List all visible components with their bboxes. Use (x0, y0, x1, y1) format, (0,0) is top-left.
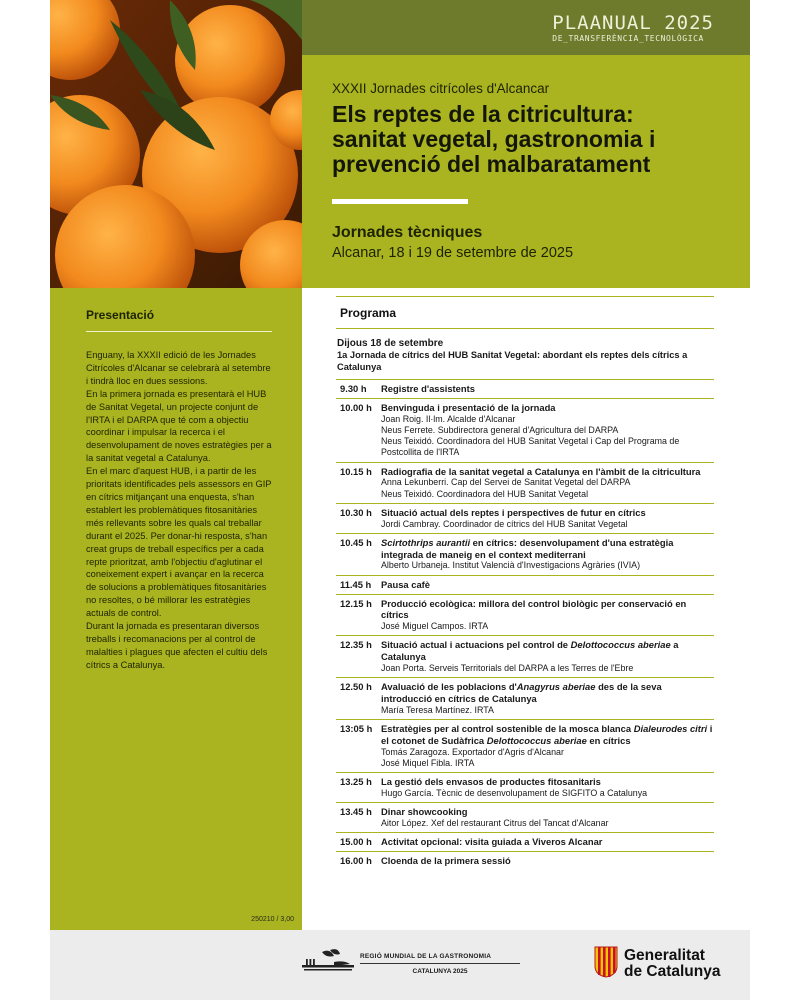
session-title (381, 855, 714, 867)
session-title-text: Producció ecològica: millora del control biològic per conservació en cítrics (381, 597, 687, 621)
regio-title: REGIÓ MUNDIAL DE LA GASTRONOMIA (360, 953, 520, 964)
presentacio-paragraph: En la primera jornada es presentarà el HUB de Sanitat Vegetal, un projecte conjunt de l'IRTA i el DARPA que té com a objectiu coordinar i impulsar la recerca i el desenvolupament de noves estratègies per a la sanitat vegetal a Catalunya. (86, 388, 272, 464)
main-title-line: prevenció del malbaratament (332, 151, 651, 177)
session-title-text: en cítrics (586, 734, 631, 746)
regio-gastronomia-logo (300, 948, 520, 984)
session-time: 9.30 h (340, 383, 367, 394)
generalitat-line: Generalitat (624, 947, 705, 964)
session-title (381, 579, 714, 591)
session-title (381, 723, 714, 747)
presentacio-paragraph: Durant la jornada es presentaran diversos treballs i recomanacions per al control de malalties i plagues que afecten el cultiu dels cítrics a Catalunya. (86, 621, 268, 670)
session-row (336, 379, 714, 398)
generalitat-line: de Catalunya (624, 963, 721, 980)
session-title-text: Estratègies per al control sostenible de la mosca blanca (381, 723, 634, 734)
session-body (381, 639, 714, 674)
session-title-text: des de la seva introducció en cítrics de Catalunya (381, 681, 662, 704)
session-body (381, 836, 714, 848)
title-divider (332, 199, 468, 204)
session-title (381, 598, 714, 622)
session-title (381, 806, 714, 818)
session-time: 15.00 h (340, 836, 372, 847)
session-title-text: La gestió dels envasos de productes fitosanitaris (381, 776, 601, 787)
species-name: Scirtothrips aurantii (381, 536, 471, 548)
session-title (381, 776, 714, 788)
generalitat-logo (594, 946, 744, 984)
session-title (381, 383, 714, 395)
oranges-illustration (50, 0, 302, 288)
session-body (381, 855, 714, 867)
session-time: 12.35 h (340, 639, 372, 651)
session-time: 10.00 h (340, 402, 372, 413)
footer (50, 930, 750, 1000)
session-speaker: María Teresa Martínez. IRTA (381, 704, 494, 715)
generalitat-text (624, 948, 720, 980)
day-subtitle: 1a Jornada de cítrics del HUB Sanitat Vegetal: abordant els reptes dels cítrics a Catalunya (337, 350, 688, 372)
session-row (336, 398, 714, 462)
session-title-text: Registre d'assistents (381, 383, 475, 394)
session-title (381, 537, 714, 561)
event-date-location: Alcanar, 18 i 19 de setembre de 2025 (332, 245, 574, 261)
session-speaker: Joan Porta. Serveis Territorials del DARPA a les Terres de l'Ebre (381, 663, 634, 673)
session-body (381, 507, 714, 530)
session-speaker: Anna Lekunberri. Cap del Servei de Sanitat Vegetal del DARPA (381, 477, 631, 488)
session-body (381, 776, 714, 799)
session-row (336, 832, 714, 851)
session-time: 16.00 h (340, 855, 372, 866)
session-speaker: Alberto Urbaneja. Institut Valencià d'Investigacions Agràries (IVIA) (381, 560, 641, 571)
session-body (381, 681, 714, 716)
session-time: 12.15 h (340, 597, 372, 609)
session-title-text: i el cotonet de Sudàfrica (381, 723, 713, 746)
top-band (302, 0, 750, 55)
session-title-text: en cítrics: desenvolupament d'una estratègia integrada de maneig en el context mediterrani (381, 536, 674, 560)
session-speaker: Jordi Cambray. Coordinador de cítrics del HUB Sanitat Vegetal (381, 518, 628, 529)
session-row (336, 503, 714, 533)
session-row (336, 851, 714, 870)
session-body (381, 806, 714, 829)
main-title-line: sanitat vegetal, gastronomia i (332, 126, 656, 152)
session-title-text: Avaluació de les poblacions d' (381, 681, 517, 693)
session-row (336, 677, 714, 719)
session-title (381, 836, 714, 848)
session-title-text: a Catalunya (381, 639, 679, 663)
session-speaker: José Miquel Fibla. IRTA (381, 757, 475, 768)
session-title-text: Radiografia de la sanitat vegetal a Catalunya en l'àmbit de la citricultura (381, 465, 701, 477)
session-row (336, 462, 714, 503)
session-body (381, 466, 714, 500)
session-body (381, 383, 714, 395)
session-row (336, 635, 714, 677)
event-supertitle: XXXII Jornades citrícoles d'Alcancar (332, 81, 550, 96)
session-row (336, 772, 714, 802)
session-body (381, 537, 714, 572)
session-speaker: Aitor López. Xef del restaurant Citrus del Tancat d'Alcanar (381, 817, 609, 828)
session-time: 10.30 h (340, 506, 372, 518)
session-title (381, 402, 714, 414)
session-row (336, 575, 714, 594)
presentacio-text (86, 349, 272, 672)
session-speaker: Neus Teixidó. Coordinadora del HUB Sanitat Vegetal i Cap del Programa de Postcollita de l'IRTA (381, 436, 680, 458)
session-time: 10.15 h (340, 465, 372, 477)
session-speaker: Tomás Zaragoza. Exportador d'Agris d'Alcanar (381, 746, 564, 757)
session-title-text: Cloenda de la primera sessió (381, 855, 511, 866)
session-speaker: Hugo García. Tècnic de desenvolupament de SIGFITO a Catalunya (381, 787, 648, 798)
session-row (336, 533, 714, 575)
session-body (381, 579, 714, 591)
document-code: 250210 / 3,00 (251, 916, 294, 923)
session-title (381, 507, 714, 519)
session-time: 12.50 h (340, 681, 372, 693)
session-title (381, 681, 714, 705)
programa-section (336, 296, 714, 870)
species-name: Delottococcus aberiae (486, 734, 587, 746)
main-title (332, 102, 730, 177)
brand-subtitle: DE_TRANSFERÈNCIA_TECNOLÒGICA (552, 34, 704, 43)
presentacio-heading: Presentació (86, 308, 272, 332)
species-name: Delottococcus aberiae (570, 639, 671, 651)
brand-name: PLAANUAL 2025 (552, 12, 714, 34)
session-title-text: Situació actual i actuacions pel control de (381, 639, 571, 651)
session-row (336, 802, 714, 832)
session-row (336, 594, 714, 636)
title-block (302, 55, 750, 288)
species-name: Anagyrus aberiae (516, 681, 596, 693)
session-speaker: José Miguel Campos. IRTA (381, 621, 489, 632)
session-title (381, 639, 714, 663)
senyera-shield-icon (594, 946, 618, 978)
species-name: Dialeurodes citri (633, 723, 708, 734)
session-title-text: Dinar showcooking (381, 806, 468, 817)
session-title (381, 466, 714, 478)
brand-logo (552, 13, 714, 44)
presentacio-column (50, 288, 302, 930)
presentacio-paragraph: En el marc d'aquest HUB, i a partir de les prioritats identificades pels assessors en GIP en cítrics mitjançant una enquesta, s'han establert les problemàtiques fitosanitàries més rellevants sobre les quals cal treballar durant el 2025. Per donar-hi resposta, s'han creat grups de treball específics per a cada repte prioritzat, amb l'objectiu d'aglutinar el coneixement expert i avançar en la recerca de solucions a problemàtiques fitosanitàries no resoltes, o bé millorar les estratègies actuals de control. (86, 466, 272, 619)
session-time: 10.45 h (340, 536, 372, 548)
fork-leaf-icon (300, 948, 356, 978)
oranges-photo (50, 0, 302, 288)
session-time: 11.45 h (340, 578, 372, 590)
day-title: Dijous 18 de setembre (337, 338, 444, 349)
programa-heading: Programa (336, 296, 714, 329)
session-list (336, 379, 714, 870)
session-time: 13:05 h (340, 723, 373, 734)
session-title-text: Benvinguda i presentació de la jornada (381, 402, 556, 413)
session-speaker: Neus Teixidó. Coordinadora del HUB Sanitat Vegetal (381, 488, 589, 499)
session-speaker: Neus Ferrete. Subdirectora general d'Agricultura del DARPA (381, 425, 619, 435)
jornades-label: Jornades tècniques (332, 224, 483, 241)
regio-text (360, 953, 520, 975)
session-body (381, 723, 714, 769)
session-title-text: Activitat opcional: visita guiada a Viveros Alcanar (381, 836, 603, 847)
session-body (381, 598, 714, 633)
regio-subtitle: CATALUNYA 2025 (412, 968, 468, 975)
session-row (336, 719, 714, 772)
session-speaker: Joan Roig. Il·lm. Alcalde d'Alcanar (381, 413, 516, 424)
session-body (381, 402, 714, 459)
session-title-text: Situació actual dels reptes i perspectives de futur en cítrics (381, 506, 646, 518)
session-title-text: Pausa cafè (381, 578, 430, 590)
session-time: 13.45 h (340, 806, 372, 817)
main-title-line: Els reptes de la citricultura: (332, 101, 634, 127)
presentacio-paragraph: Enguany, la XXXII edició de les Jornades Citrícoles d'Alcanar se celebrarà al setembre i tindrà lloc en dues sessions. (86, 350, 271, 386)
session-time: 13.25 h (340, 776, 372, 787)
